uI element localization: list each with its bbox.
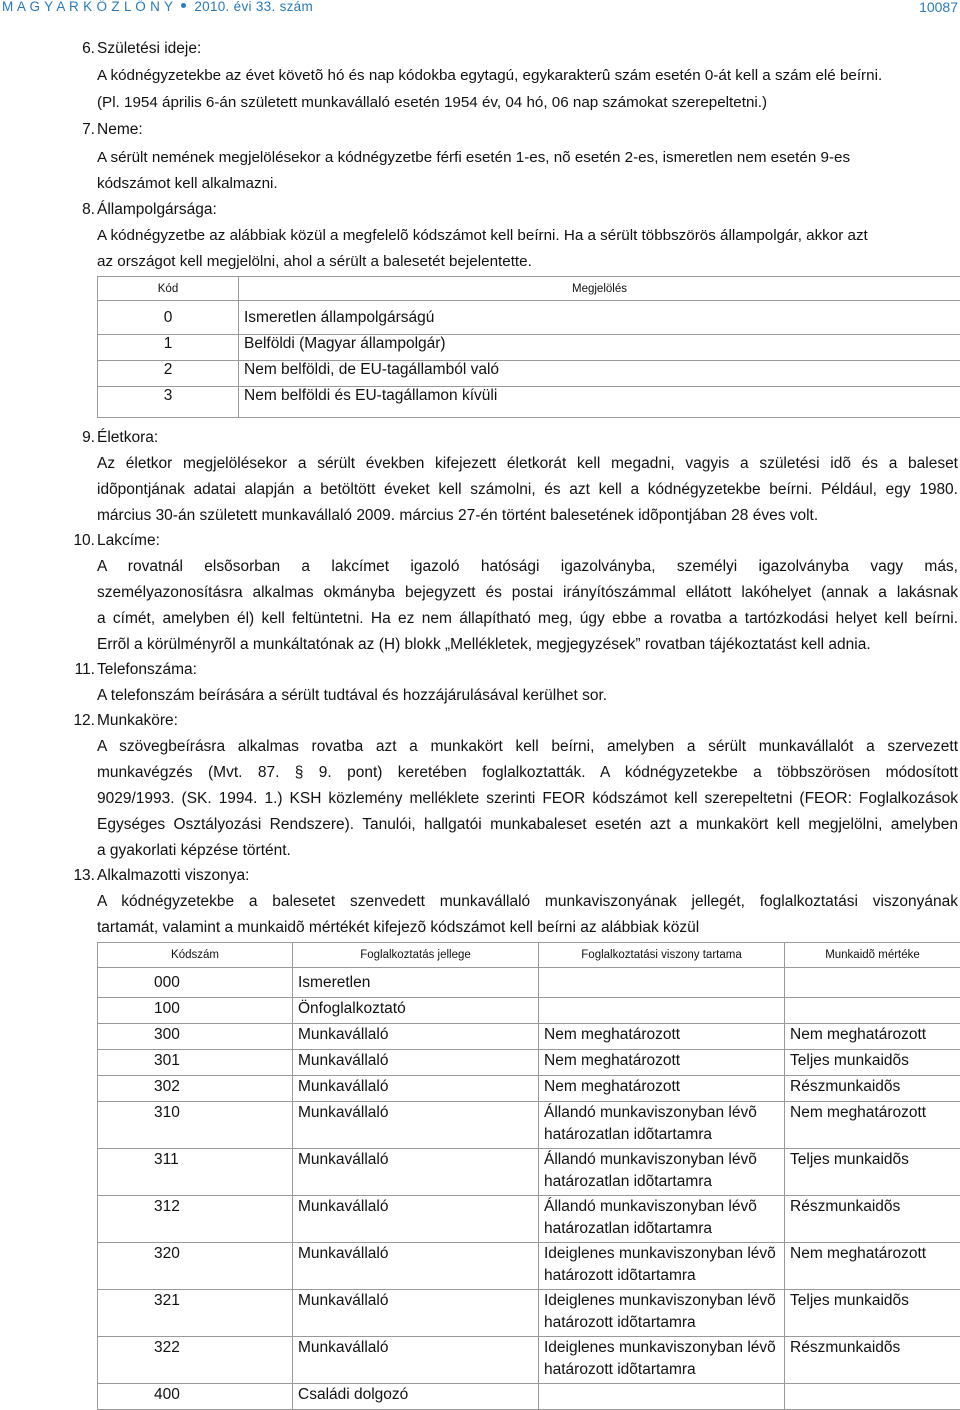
- table-header-row: [98, 277, 960, 301]
- column-header: Kódszám: [98, 943, 293, 968]
- table-cell: 300: [98, 1024, 293, 1050]
- paragraph-line: Az életkor megjelölésekor a sérült években kifejezett életkorát kell megadni, vagyis a születési idõ és a baleset: [97, 455, 958, 473]
- section-number: 11.: [55, 661, 95, 679]
- column-header: Munkaidõ mértéke: [785, 943, 960, 968]
- table-cell: 322: [98, 1337, 293, 1384]
- table-row: [98, 1024, 960, 1050]
- section-title: Lakcíme:: [97, 532, 160, 550]
- paragraph-line: A kódnégyzetekbe az évet követõ hó és nap kódokba egytagú, egykarakterû szám esetén 0-át kell a szám elé beírni.: [97, 67, 882, 85]
- paragraph-line: tartamát, valamint a munkaidõ mértékét kifejezõ kódszámot kell beírni az alábbiak közül: [97, 919, 699, 937]
- table-cell: Teljes munkaidõs: [785, 1290, 960, 1337]
- table-cell: Nem meghatározott: [785, 1024, 960, 1050]
- table-cell: 100: [98, 998, 293, 1024]
- paragraph-line: A sérült nemének megjelölésekor a kódnégyzetbe férfi esetén 1-es, nõ esetén 2-es, ismeretlen nem esetén 9-es: [97, 149, 850, 167]
- table-cell: Munkavállaló: [293, 1076, 539, 1102]
- table-cell: Munkavállaló: [293, 1024, 539, 1050]
- table-cell: Önfoglalkoztató: [293, 998, 539, 1024]
- table-cell: Nem meghatározott: [785, 1243, 960, 1290]
- paragraph-line: személyazonosításra alkalmas okmányba bejegyzett és postai irányítószámmal ellátott lakóhelyet (annak a lakásnak: [97, 584, 958, 602]
- table-cell: [539, 968, 785, 998]
- table-row: [98, 1076, 960, 1102]
- table-row: [98, 1290, 960, 1337]
- issue-label: 2010. évi 33. szám: [194, 0, 313, 14]
- table-cell: Részmunkaidõs: [785, 1337, 960, 1384]
- journal-title: M A G Y A R K Ö Z L Ö N Y 2010. évi 33. szám: [2, 0, 313, 14]
- table-row: [98, 998, 960, 1024]
- table-cell: Nem meghatározott: [539, 1024, 785, 1050]
- table-cell: 3: [98, 387, 239, 418]
- table-cell: Állandó munkaviszonyban lévõ határozatlan idõtartamra: [539, 1149, 785, 1196]
- section-number: 13.: [55, 867, 95, 885]
- section-number: 10.: [55, 532, 95, 550]
- section-title: Életkora:: [97, 429, 158, 447]
- table-cell: 301: [98, 1050, 293, 1076]
- table-cell: Munkavállaló: [293, 1196, 539, 1243]
- page-number: 10087: [919, 0, 958, 15]
- section-title: Alkalmazotti viszonya:: [97, 867, 249, 885]
- table-cell: Nem meghatározott: [539, 1076, 785, 1102]
- table-header-row: [98, 943, 960, 968]
- paragraph-line: Egységes Osztályozási Rendszere). Tanulói, hallgatói munkabaleset esetén azt a munkakört kell megjelölni, amelyben: [97, 816, 958, 834]
- table-cell: Teljes munkaidõs: [785, 1050, 960, 1076]
- table-cell: Részmunkaidõs: [785, 1076, 960, 1102]
- paragraph-line: idõpontjának adatai alapján a betöltött éveket kell számolni, és azt kell a kódnégyzetekbe beírni. Például, egy 1980.: [97, 481, 958, 499]
- table-cell: 0: [98, 301, 239, 335]
- section-number: 9.: [55, 429, 95, 447]
- paragraph-line: A kódnégyzetekbe a balesetet szenvedett munkavállaló munkaviszonyának jellegét, foglalkoztatási viszonyának: [97, 893, 958, 911]
- paragraph-line: 9029/1993. (SK. 1994. 1.) KSH közlemény melléklete szerinti FEOR kódszámot kell szerepeltetni (FEOR: Foglalkozások: [97, 790, 958, 808]
- table-row: [98, 1337, 960, 1384]
- table-cell: 302: [98, 1076, 293, 1102]
- table-row: [98, 1149, 960, 1196]
- table-cell: 321: [98, 1290, 293, 1337]
- paragraph-line: a címét, amelyben él) kell feltüntetni. Ha ez nem állapítható meg, úgy ebbe a rovatba a tartózkodási helyet kell beírni.: [97, 610, 958, 628]
- paragraph-line: március 30-án született munkavállaló 2009. március 27-én történt balesetének idõpontjában 28 éves volt.: [97, 507, 818, 525]
- section-number: 7.: [55, 121, 95, 139]
- table-cell: 000: [98, 968, 293, 998]
- paragraph-line: A kódnégyzetbe az alábbiak közül a megfelelõ kódszámot kell beírni. Ha a sérült többszörös állampolgár, akkor azt: [97, 227, 868, 245]
- table-cell: Ismeretlen: [293, 968, 539, 998]
- table-cell: [785, 968, 960, 998]
- table-row: [98, 301, 960, 335]
- table-cell: Munkavállaló: [293, 1050, 539, 1076]
- paragraph-line: A szövegbeírásra alkalmas rovatba azt a munkakört kell beírni, amelyben a sérült munkavállalót a szervezett: [97, 738, 958, 756]
- table-cell: Belföldi (Magyar állampolgár): [239, 335, 960, 361]
- table-cell: [785, 1384, 960, 1410]
- table-cell: 310: [98, 1102, 293, 1149]
- table-cell: Ismeretlen állampolgárságú: [239, 301, 960, 335]
- citizenship-code-table: [97, 276, 960, 418]
- table-row: [98, 1196, 960, 1243]
- bullet-dot: [181, 3, 186, 8]
- table-row: [98, 1243, 960, 1290]
- table-cell: [785, 998, 960, 1024]
- table-row: [98, 387, 960, 418]
- section-number: 6.: [55, 40, 95, 58]
- table-cell: Nem meghatározott: [785, 1102, 960, 1149]
- table-cell: Munkavállaló: [293, 1337, 539, 1384]
- section-number: 12.: [55, 712, 95, 730]
- column-header: Foglalkoztatási viszony tartama: [539, 943, 785, 968]
- employment-code-table: [97, 942, 960, 1410]
- table-cell: Állandó munkaviszonyban lévõ határozatlan idõtartamra: [539, 1196, 785, 1243]
- section-title: Állampolgársága:: [97, 201, 217, 219]
- table-cell: 400: [98, 1384, 293, 1410]
- paragraph-line: Errõl a körülményrõl a munkáltatónak az (H) blokk „Mellékletek, megjegyzések” rovatban tájékoztatást kell adnia.: [97, 636, 871, 654]
- table-cell: 311: [98, 1149, 293, 1196]
- table-cell: Nem belföldi, de EU-tagállamból való: [239, 361, 960, 387]
- table-cell: 312: [98, 1196, 293, 1243]
- table-cell: Családi dolgozó: [293, 1384, 539, 1410]
- table-cell: Munkavállaló: [293, 1243, 539, 1290]
- table-cell: Nem belföldi és EU-tagállamon kívüli: [239, 387, 960, 418]
- table-row: [98, 968, 960, 998]
- table-row: [98, 361, 960, 387]
- table-row: [98, 1384, 960, 1410]
- paragraph-line: A telefonszám beírására a sérült tudtával és hozzájárulásával kerülhet sor.: [97, 687, 607, 705]
- section-title: Születési ideje:: [97, 40, 201, 58]
- table-cell: Ideiglenes munkaviszonyban lévõ határozott idõtartamra: [539, 1337, 785, 1384]
- paragraph-line: munkavégzés (Mvt. 87. § 9. pont) keretében foglalkoztatták. A kódnégyzetekbe a többszörösen módosított: [97, 764, 958, 782]
- table-cell: 1: [98, 335, 239, 361]
- table-cell: [539, 998, 785, 1024]
- table-cell: Munkavállaló: [293, 1290, 539, 1337]
- table-cell: Részmunkaidõs: [785, 1196, 960, 1243]
- column-header: Megjelölés: [239, 277, 960, 301]
- table-cell: Ideiglenes munkaviszonyban lévõ határozott idõtartamra: [539, 1290, 785, 1337]
- paragraph-line: a gyakorlati képzése történt.: [97, 842, 291, 860]
- section-title: Neme:: [97, 121, 143, 139]
- column-header: Foglalkoztatás jellege: [293, 943, 539, 968]
- table-cell: Ideiglenes munkaviszonyban lévõ határozott idõtartamra: [539, 1243, 785, 1290]
- paragraph-line: (Pl. 1954 április 6-án született munkavállaló esetén 1954 év, 04 hó, 06 nap számokat szerepeltetni.): [97, 94, 767, 112]
- table-row: [98, 1050, 960, 1076]
- paragraph-line: kódszámot kell alkalmazni.: [97, 175, 278, 193]
- table-cell: Munkavállaló: [293, 1149, 539, 1196]
- section-title: Telefonszáma:: [97, 661, 197, 679]
- table-cell: 2: [98, 361, 239, 387]
- table-cell: Teljes munkaidõs: [785, 1149, 960, 1196]
- paragraph-line: A rovatnál elsõsorban a lakcímet igazoló hatósági igazolványba, személyi igazolványba vagy más,: [97, 558, 958, 576]
- section-title: Munkaköre:: [97, 712, 178, 730]
- section-number: 8.: [55, 201, 95, 219]
- table-cell: 320: [98, 1243, 293, 1290]
- table-row: [98, 335, 960, 361]
- table-cell: Nem meghatározott: [539, 1050, 785, 1076]
- paragraph-line: az országot kell megjelölni, ahol a sérült a balesetét bejelentette.: [97, 253, 532, 271]
- table-cell: Állandó munkaviszonyban lévõ határozatlan idõtartamra: [539, 1102, 785, 1149]
- page-header: [0, 0, 960, 14]
- column-header: Kód: [98, 277, 239, 301]
- table-cell: [539, 1384, 785, 1410]
- table-cell: Munkavállaló: [293, 1102, 539, 1149]
- table-row: [98, 1102, 960, 1149]
